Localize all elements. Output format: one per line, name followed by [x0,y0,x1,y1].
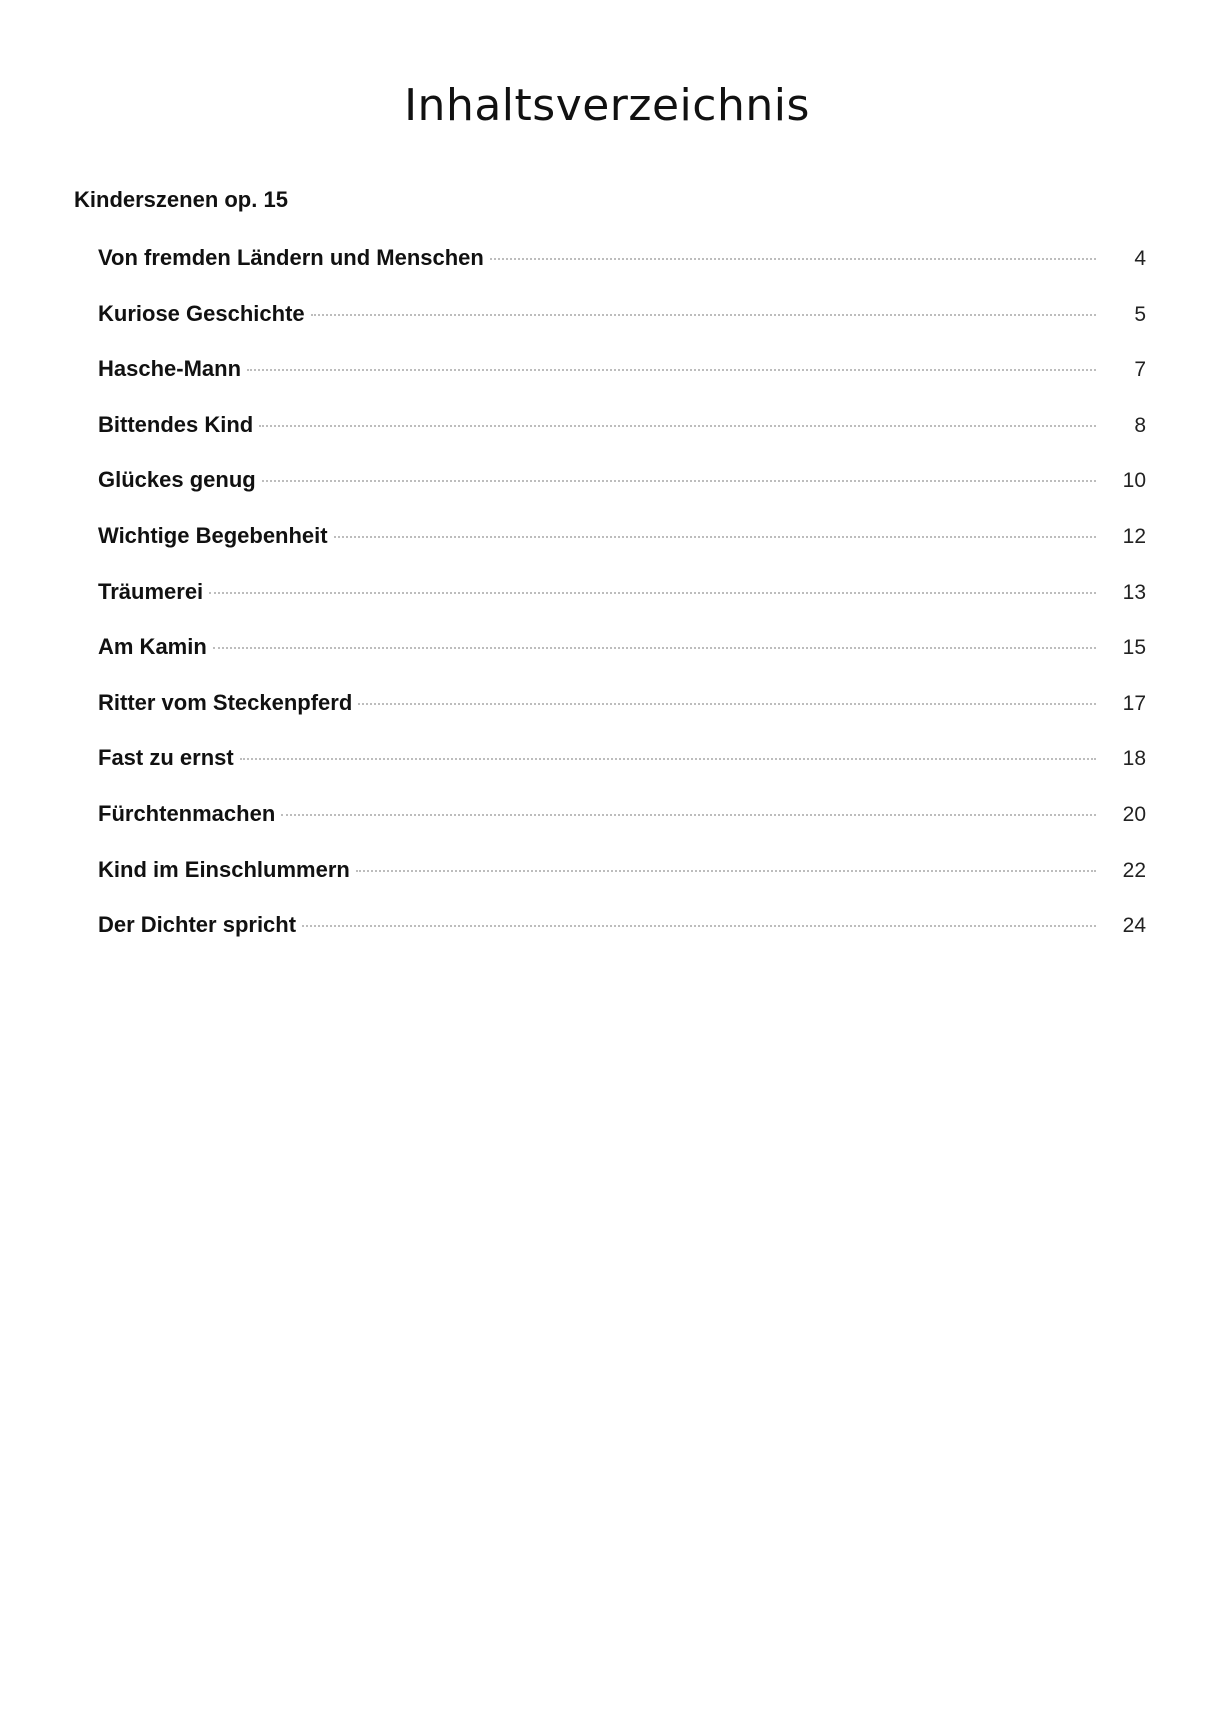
toc-entry-title: Hasche-Mann [98,356,242,382]
toc-entry-page: 18 [1122,747,1146,771]
dot-leader [281,814,1096,816]
dot-leader [334,536,1096,538]
toc-entry-title: Ritter vom Steckenpferd [98,689,353,715]
toc-entry[interactable] [98,242,1146,298]
toc-entry[interactable] [98,854,1146,910]
toc-entry[interactable] [98,687,1146,743]
toc-entry-title: Fürchtenmachen [98,800,276,826]
dot-leader [262,480,1096,482]
toc-entry-page: 5 [1134,302,1146,326]
toc-entry[interactable] [98,464,1146,520]
toc-entry[interactable] [98,742,1146,798]
toc-entry-page: 17 [1122,691,1146,715]
toc-entry-page: 4 [1134,247,1146,270]
toc-entry-title: Bittendes Kind [98,411,254,437]
toc-entry[interactable] [98,409,1146,465]
dot-leader [209,592,1096,594]
toc-entry-title: Kind im Einschlummern [98,856,350,882]
toc-entry-page: 12 [1122,524,1146,548]
table-of-contents [98,242,1146,965]
toc-entry-page: 8 [1134,413,1146,437]
toc-entry-page: 20 [1122,802,1146,826]
toc-entry-page: 10 [1122,469,1146,493]
toc-entry[interactable] [98,353,1146,409]
toc-entry-title: Von fremden Ländern und Menschen [98,245,484,270]
section-heading: Kinderszenen op. 15 [74,187,288,212]
toc-entry-page: 13 [1122,580,1146,604]
toc-entry-title: Der Dichter spricht [98,912,297,938]
toc-entry[interactable] [98,520,1146,576]
dot-leader [213,647,1096,649]
dot-leader [247,369,1096,371]
dot-leader [259,425,1096,427]
toc-entry-title: Fast zu ernst [98,745,234,771]
toc-entry-title: Kuriose Geschichte [98,300,305,326]
toc-entry-page: 15 [1122,636,1146,660]
toc-entry-title: Glückes genug [98,467,256,493]
toc-entry[interactable] [98,909,1146,965]
toc-entry-title: Wichtige Begebenheit [98,522,328,548]
dot-leader [490,258,1096,260]
toc-entry-page: 24 [1122,914,1146,938]
toc-entry-title: Am Kamin [98,634,207,660]
toc-entry[interactable] [98,798,1146,854]
toc-entry-page: 7 [1134,358,1146,382]
page-title: Inhaltsverzeichnis [404,80,810,131]
toc-entry-page: 22 [1122,858,1146,882]
toc-entry[interactable] [98,298,1146,354]
toc-entry[interactable] [98,631,1146,687]
dot-leader [302,925,1096,927]
dot-leader [358,703,1096,705]
dot-leader [311,314,1096,316]
toc-entry[interactable] [98,576,1146,632]
dot-leader [240,758,1096,760]
dot-leader [356,870,1096,872]
toc-entry-title: Träumerei [98,578,204,604]
